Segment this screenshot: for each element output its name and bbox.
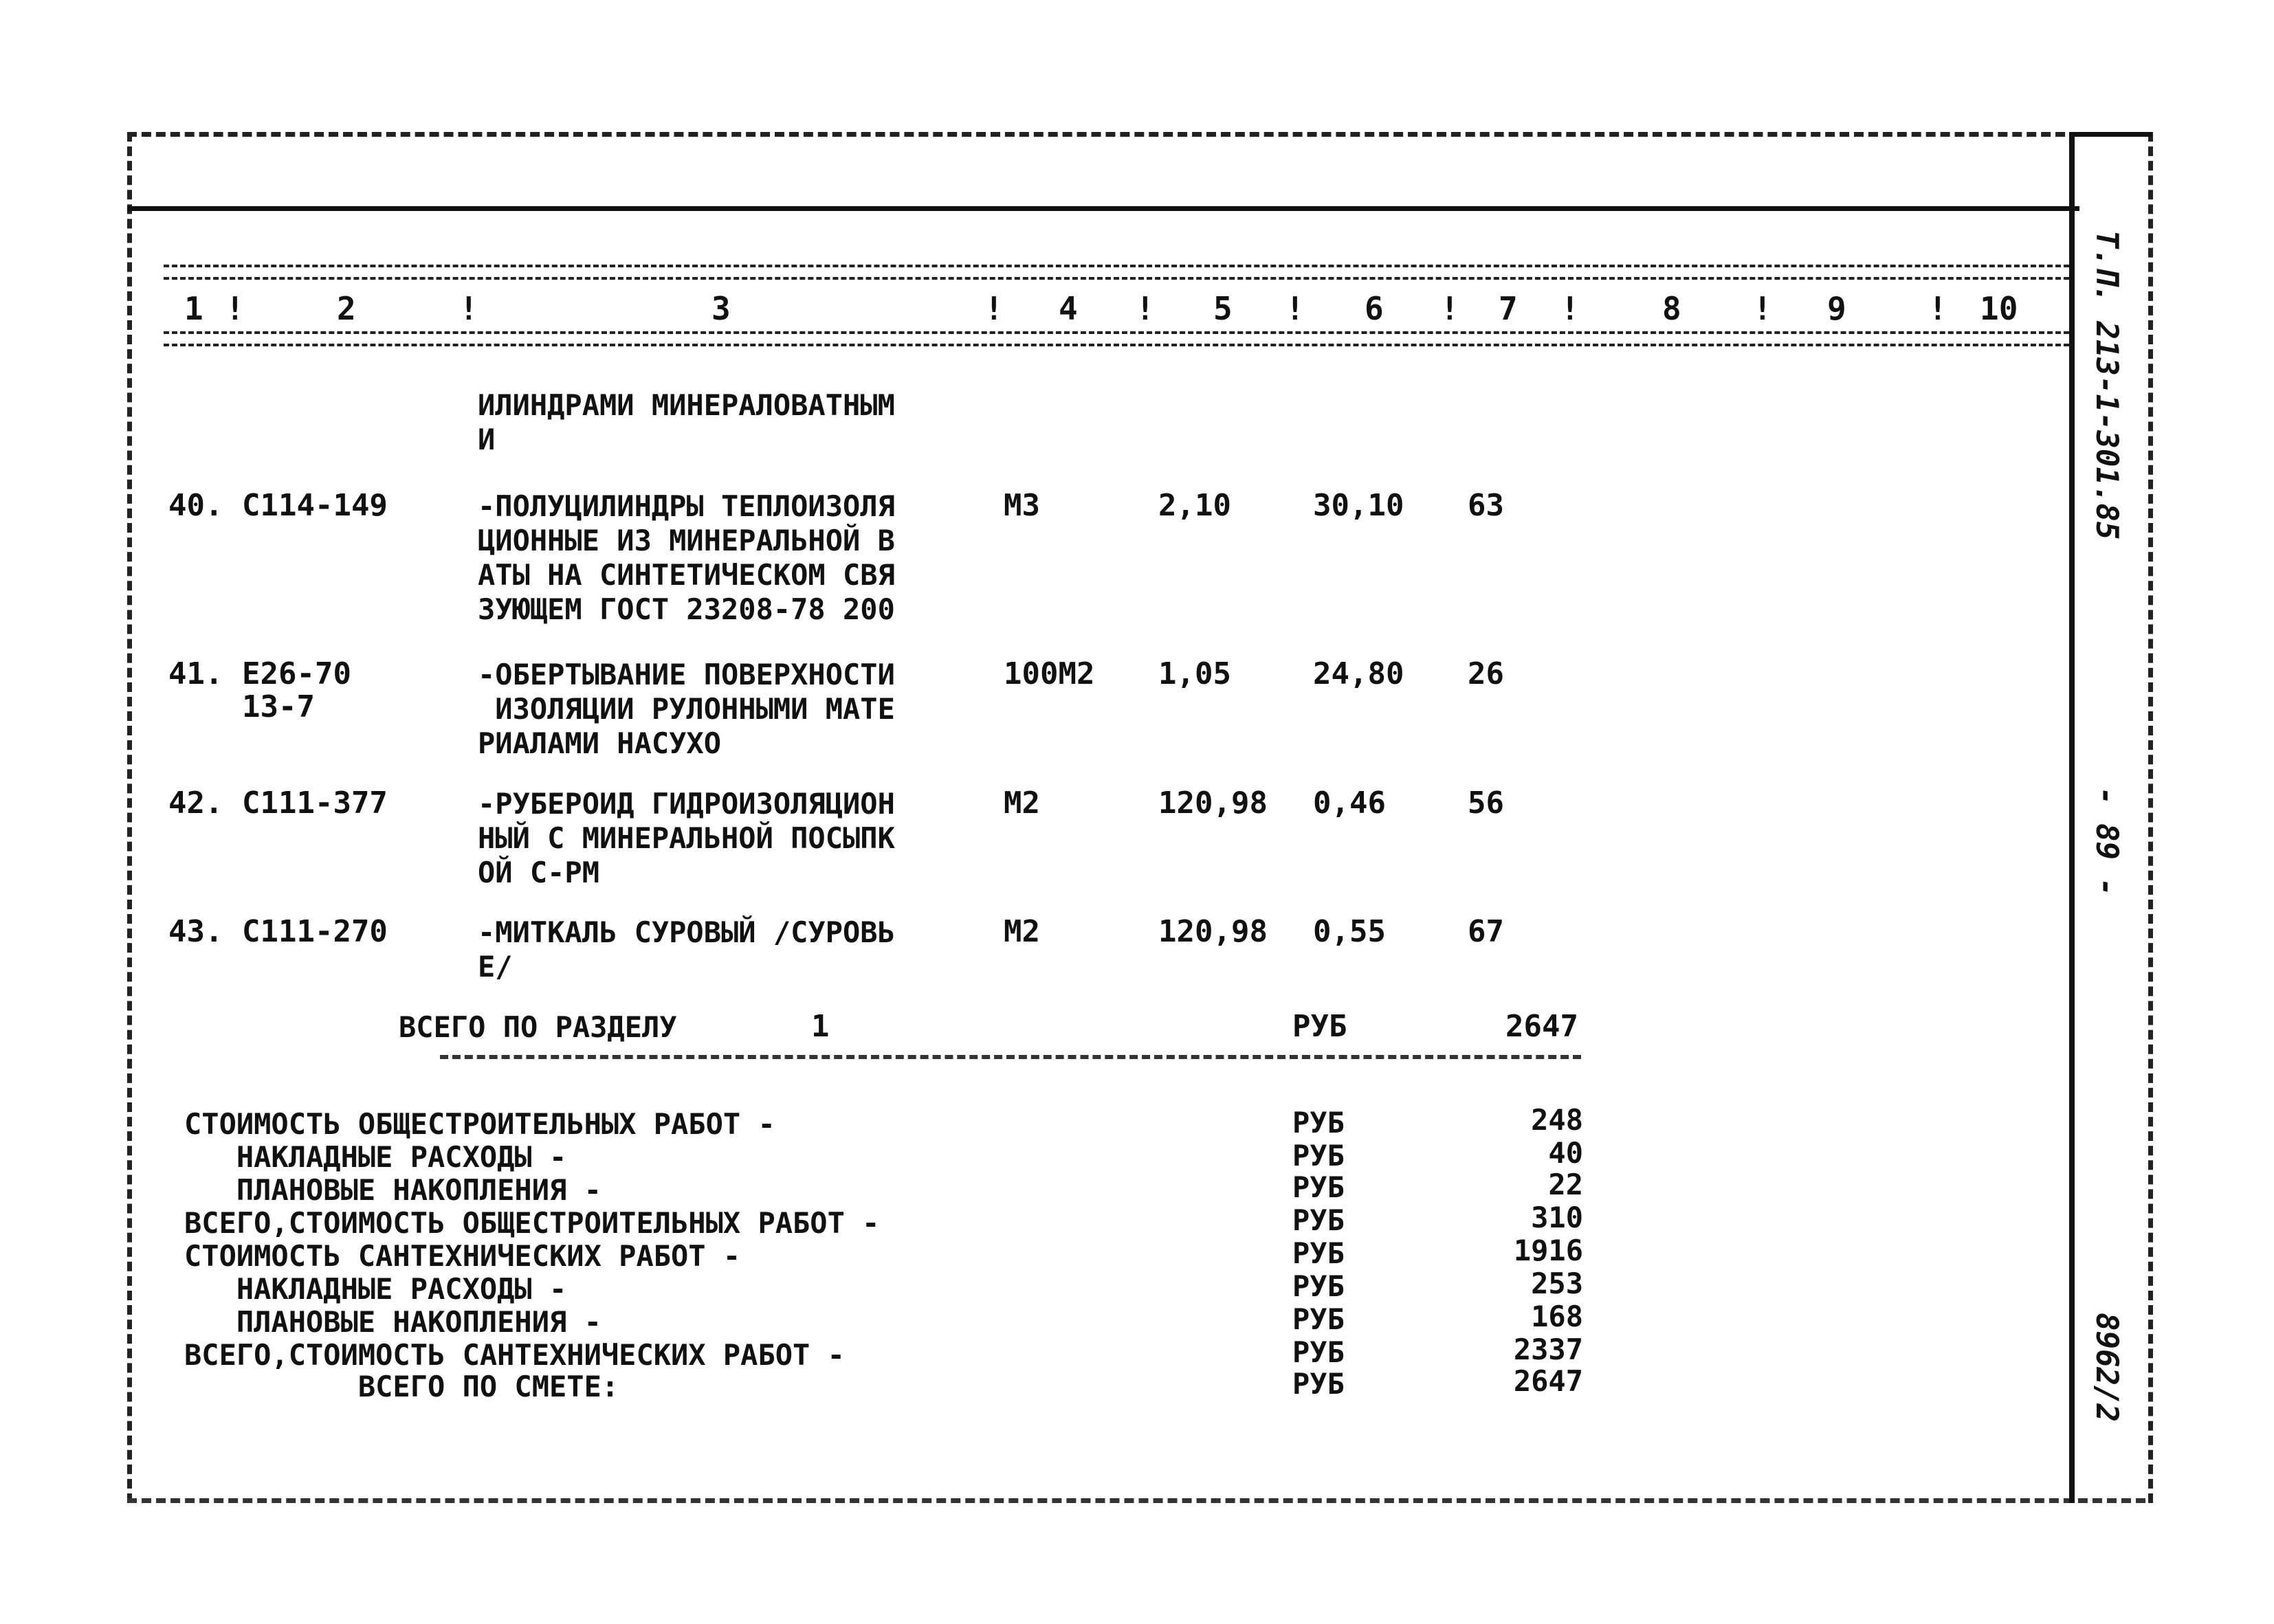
section-total-rule bbox=[440, 1055, 1581, 1059]
summary-value: 2337 bbox=[1513, 1333, 1583, 1366]
row-description-line: -МИТКАЛЬ СУРОВЫЙ /СУРОВЬ bbox=[478, 915, 895, 949]
row-description-line: ОЙ С-РМ bbox=[478, 856, 600, 889]
summary-value: 1916 bbox=[1513, 1234, 1583, 1267]
row-unit: М2 bbox=[1004, 786, 1040, 821]
header-double-rule-bottom bbox=[164, 331, 2069, 346]
column-separator: ! bbox=[1753, 290, 1772, 327]
summary-unit: РУБ bbox=[1292, 1302, 1345, 1336]
column-separator: ! bbox=[1560, 290, 1580, 327]
row-number: 43. bbox=[168, 914, 223, 949]
header-double-rule-top bbox=[164, 265, 2069, 280]
row-description-line: РИАЛАМИ НАСУХО bbox=[478, 726, 722, 760]
row-description-line: ЦИОННЫЕ ИЗ МИНЕРАЛЬНОЙ В bbox=[478, 524, 895, 557]
row-unit: 100М2 bbox=[1004, 656, 1095, 691]
row-description-line: ЗУЮЩЕМ ГОСТ 23208-78 200 bbox=[478, 592, 895, 626]
column-separator: ! bbox=[1285, 290, 1305, 327]
summary-unit: РУБ bbox=[1292, 1139, 1345, 1172]
section-total-number: 1 bbox=[811, 1009, 830, 1044]
summary-unit: РУБ bbox=[1292, 1269, 1345, 1303]
row-number: 40. bbox=[168, 488, 223, 523]
column-number: 5 bbox=[1213, 290, 1233, 327]
row-quantity: 1,05 bbox=[1158, 656, 1231, 691]
side-page-number: - 89 - bbox=[2089, 787, 2124, 896]
row-number: 42. bbox=[168, 786, 223, 821]
column-number: 3 bbox=[711, 290, 731, 327]
section-total-unit: РУБ bbox=[1292, 1009, 1347, 1044]
summary-label: НАКЛАДНЫЕ РАСХОДЫ - bbox=[184, 1140, 567, 1174]
column-number: 7 bbox=[1499, 290, 1518, 327]
row-code: С111-377 bbox=[242, 786, 388, 821]
row-description-line: -ОБЕРТЫВАНИЕ ПОВЕРХНОСТИ bbox=[478, 658, 895, 691]
summary-value: 248 bbox=[1531, 1103, 1583, 1137]
continuation-line: И bbox=[478, 423, 496, 456]
row-description-line: ИЗОЛЯЦИИ РУЛОННЫМИ МАТЕ bbox=[478, 692, 895, 726]
row-number: 41. bbox=[168, 656, 223, 691]
summary-label: НАКЛАДНЫЕ РАСХОДЫ - bbox=[184, 1272, 567, 1306]
row-description-line: НЫЙ С МИНЕРАЛЬНОЙ ПОСЫПК bbox=[478, 821, 895, 855]
row-quantity: 2,10 bbox=[1158, 488, 1231, 523]
row-description-line: -ПОЛУЦИЛИНДРЫ ТЕПЛОИЗОЛЯ bbox=[478, 489, 895, 523]
side-document-code: Т.П. 213-1-301.85 bbox=[2089, 230, 2124, 540]
row-unit-price: 24,80 bbox=[1313, 656, 1404, 691]
summary-value: 168 bbox=[1531, 1300, 1583, 1333]
column-separator: ! bbox=[1928, 290, 1947, 327]
summary-value: 22 bbox=[1548, 1168, 1583, 1201]
summary-unit: РУБ bbox=[1292, 1335, 1345, 1369]
row-cost: 26 bbox=[1468, 656, 1504, 691]
summary-unit: РУБ bbox=[1292, 1367, 1345, 1401]
row-code: С114-149 bbox=[242, 488, 388, 523]
row-unit: М2 bbox=[1004, 914, 1040, 949]
column-number: 4 bbox=[1059, 290, 1078, 327]
column-number: 2 bbox=[337, 290, 356, 327]
row-cost: 67 bbox=[1468, 914, 1504, 949]
summary-label: ВСЕГО,СТОИМОСТЬ САНТЕХНИЧЕСКИХ РАБОТ - bbox=[184, 1338, 845, 1372]
summary-label: СТОИМОСТЬ САНТЕХНИЧЕСКИХ РАБОТ - bbox=[184, 1239, 741, 1273]
row-unit-price: 0,46 bbox=[1313, 786, 1386, 821]
frame-left-border bbox=[127, 132, 132, 1503]
column-number: 9 bbox=[1827, 290, 1846, 327]
column-separator: ! bbox=[1440, 290, 1459, 327]
column-separator: ! bbox=[984, 290, 1004, 327]
side-column-left-rule bbox=[2069, 132, 2075, 1503]
row-description-line: АТЫ НА СИНТЕТИЧЕСКОМ СВЯ bbox=[478, 558, 895, 592]
row-unit-price: 0,55 bbox=[1313, 914, 1386, 949]
side-column-right-border bbox=[2148, 132, 2153, 1503]
row-description-line: Е/ bbox=[478, 950, 513, 983]
section-total-value: 2647 bbox=[1505, 1009, 1578, 1044]
column-number: 8 bbox=[1662, 290, 1681, 327]
column-number: 6 bbox=[1365, 290, 1384, 327]
column-number: 1 bbox=[184, 290, 203, 327]
section-total-label: ВСЕГО ПО РАЗДЕЛУ bbox=[399, 1010, 677, 1044]
frame-top-border bbox=[127, 132, 2079, 137]
row-unit-price: 30,10 bbox=[1313, 488, 1404, 523]
column-separator: ! bbox=[1136, 290, 1155, 327]
summary-value: 2647 bbox=[1513, 1364, 1583, 1398]
row-cost: 63 bbox=[1468, 488, 1504, 523]
row-description-line: -РУБЕРОИД ГИДРОИЗОЛЯЦИОН bbox=[478, 787, 895, 821]
summary-unit: РУБ bbox=[1292, 1203, 1345, 1237]
row-code: 13-7 bbox=[242, 689, 315, 724]
summary-label: ПЛАНОВЫЕ НАКОПЛЕНИЯ - bbox=[184, 1173, 601, 1207]
summary-label: ПЛАНОВЫЕ НАКОПЛЕНИЯ - bbox=[184, 1305, 601, 1339]
frame-bottom-border bbox=[127, 1498, 2145, 1503]
summary-label: ВСЕГО,СТОИМОСТЬ ОБЩЕСТРОИТЕЛЬНЫХ РАБОТ - bbox=[184, 1206, 880, 1240]
side-sheet-number: 8962/2 bbox=[2089, 1313, 2124, 1422]
column-number: 10 bbox=[1980, 290, 2018, 327]
summary-value: 40 bbox=[1548, 1136, 1583, 1170]
summary-label: СТОИМОСТЬ ОБЩЕСТРОИТЕЛЬНЫХ РАБОТ - bbox=[184, 1107, 775, 1141]
column-separator: ! bbox=[459, 290, 478, 327]
row-quantity: 120,98 bbox=[1158, 786, 1268, 821]
summary-unit: РУБ bbox=[1292, 1170, 1345, 1204]
summary-label: ВСЕГО ПО СМЕТЕ: bbox=[184, 1370, 619, 1403]
summary-value: 253 bbox=[1531, 1267, 1583, 1300]
row-cost: 56 bbox=[1468, 786, 1504, 821]
continuation-line: ИЛИНДРАМИ МИНЕРАЛОВАТНЫМ bbox=[478, 388, 895, 422]
summary-unit: РУБ bbox=[1292, 1236, 1345, 1270]
summary-unit: РУБ bbox=[1292, 1106, 1345, 1139]
row-unit: М3 bbox=[1004, 488, 1040, 523]
summary-value: 310 bbox=[1531, 1201, 1583, 1234]
column-separator: ! bbox=[225, 290, 245, 327]
row-code: Е26-70 bbox=[242, 656, 351, 691]
stamp-header-rule bbox=[127, 206, 2079, 211]
side-column-top-rule bbox=[2069, 132, 2152, 137]
row-quantity: 120,98 bbox=[1158, 914, 1268, 949]
row-code: С111-270 bbox=[242, 914, 388, 949]
